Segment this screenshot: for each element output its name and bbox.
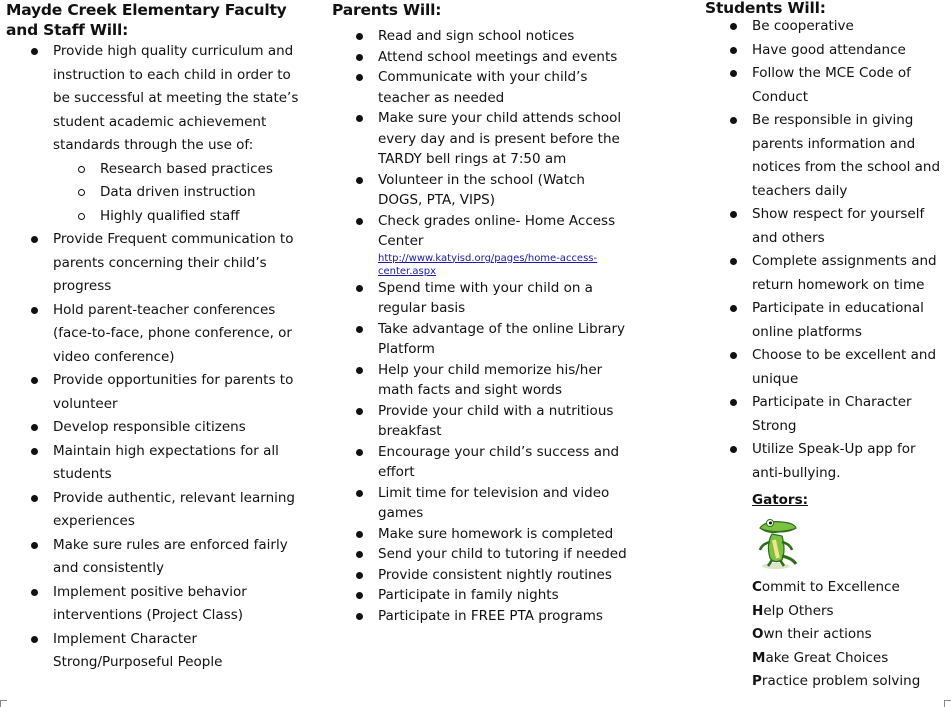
- parents-item: Make sure your child attends school every day and is present before the TARDY bell rings at 7:50 am: [332, 108, 632, 170]
- faculty-sub-item: Data driven instruction: [6, 181, 306, 205]
- alligator-mascot-icon: [752, 514, 800, 570]
- parents-item: Send your child to tutoring if needed: [332, 544, 632, 565]
- gators-line: Practice problem solving: [752, 673, 921, 689]
- faculty-item: Implement positive behavior interventions (Project Class): [6, 581, 306, 628]
- students-item: Be cooperative: [705, 15, 945, 39]
- parents-item: Encourage your child’s success and effort: [332, 442, 632, 483]
- students-item: Follow the MCE Code of Conduct: [705, 62, 945, 109]
- parents-item: Take advantage of the online Library Platform: [332, 319, 632, 360]
- faculty-list: [6, 40, 306, 158]
- students-item: Be responsible in giving parents information and notices from the school and teachers daily: [705, 109, 945, 203]
- students-item: Choose to be excellent and unique: [705, 344, 945, 391]
- gators-acronym-list: [752, 576, 920, 694]
- home-access-link[interactable]: http://www.katyisd.org/pages/home-access- center.aspx: [378, 252, 598, 277]
- students-item: Utilize Speak-Up app for anti-bullying.: [705, 438, 945, 485]
- students-item: Participate in Character Strong: [705, 391, 945, 438]
- students-column: [705, 0, 945, 707]
- parents-item: Make sure homework is completed: [332, 524, 632, 545]
- parents-item: Volunteer in the school (Watch DOGS, PTA, VIPS): [332, 170, 632, 211]
- parents-heading: Parents Will:: [332, 1, 442, 19]
- faculty-column: [6, 0, 306, 675]
- faculty-sub-item: Research based practices: [6, 158, 306, 182]
- students-heading: Students Will:: [705, 0, 826, 17]
- faculty-item: Maintain high expectations for all students: [6, 440, 306, 487]
- faculty-list-continued: [6, 228, 306, 675]
- parents-item: [332, 211, 632, 278]
- parents-item-text: Check grades online- Home Access Center: [378, 212, 616, 249]
- parents-item: Provide consistent nightly routines: [332, 565, 632, 586]
- faculty-item: Provide Frequent communication to parents concerning their child’s progress: [6, 228, 306, 299]
- students-item: Have good attendance: [705, 39, 945, 63]
- page-corner-mark: [944, 700, 951, 707]
- faculty-item: Provide high quality curriculum and instruction to each child in order to be successful at meeting the state’s student academic achievement standards through the use of:: [6, 40, 306, 158]
- faculty-item: Implement Character Strong/Purposeful People: [6, 628, 306, 675]
- faculty-item: Provide opportunities for parents to volunteer: [6, 369, 306, 416]
- faculty-item: Provide authentic, relevant learning experiences: [6, 487, 306, 534]
- gators-line: Own their actions: [752, 626, 872, 642]
- students-item: Show respect for yourself and others: [705, 203, 945, 250]
- parents-column: [332, 0, 632, 626]
- gators-line: Help Others: [752, 602, 834, 619]
- gators-line: Make Great Choices: [752, 649, 889, 666]
- faculty-heading: Mayde Creek Elementary Faculty and Staff Will:: [6, 1, 287, 39]
- parents-item: Help your child memorize his/her math facts and sight words: [332, 360, 632, 401]
- parents-item: Limit time for television and video games: [332, 483, 632, 524]
- students-item: Complete assignments and return homework on time: [705, 250, 945, 297]
- parents-item: Spend time with your child on a regular basis: [332, 278, 632, 319]
- parents-item: Participate in FREE PTA programs: [332, 606, 632, 627]
- faculty-sub-list: [6, 158, 306, 229]
- gators-label: Gators:: [752, 492, 809, 508]
- parents-list: [332, 26, 632, 626]
- students-list: [705, 15, 945, 485]
- parents-item: Participate in family nights: [332, 585, 632, 606]
- gators-line: Commit to Excellence: [752, 579, 900, 595]
- parents-item: Read and sign school notices: [332, 26, 632, 47]
- faculty-item: Hold parent-teacher conferences (face-to-face, phone conference, or video conference): [6, 299, 306, 370]
- parents-item: Communicate with your child’s teacher as needed: [332, 67, 632, 108]
- faculty-item: Make sure rules are enforced fairly and consistently: [6, 534, 306, 581]
- page-corner-mark: [0, 700, 7, 707]
- faculty-sub-item: Highly qualified staff: [6, 205, 306, 229]
- parents-item: Attend school meetings and events: [332, 47, 632, 68]
- students-item: Participate in educational online platforms: [705, 297, 945, 344]
- parents-item: Provide your child with a nutritious breakfast: [332, 401, 632, 442]
- faculty-item: Develop responsible citizens: [6, 416, 306, 440]
